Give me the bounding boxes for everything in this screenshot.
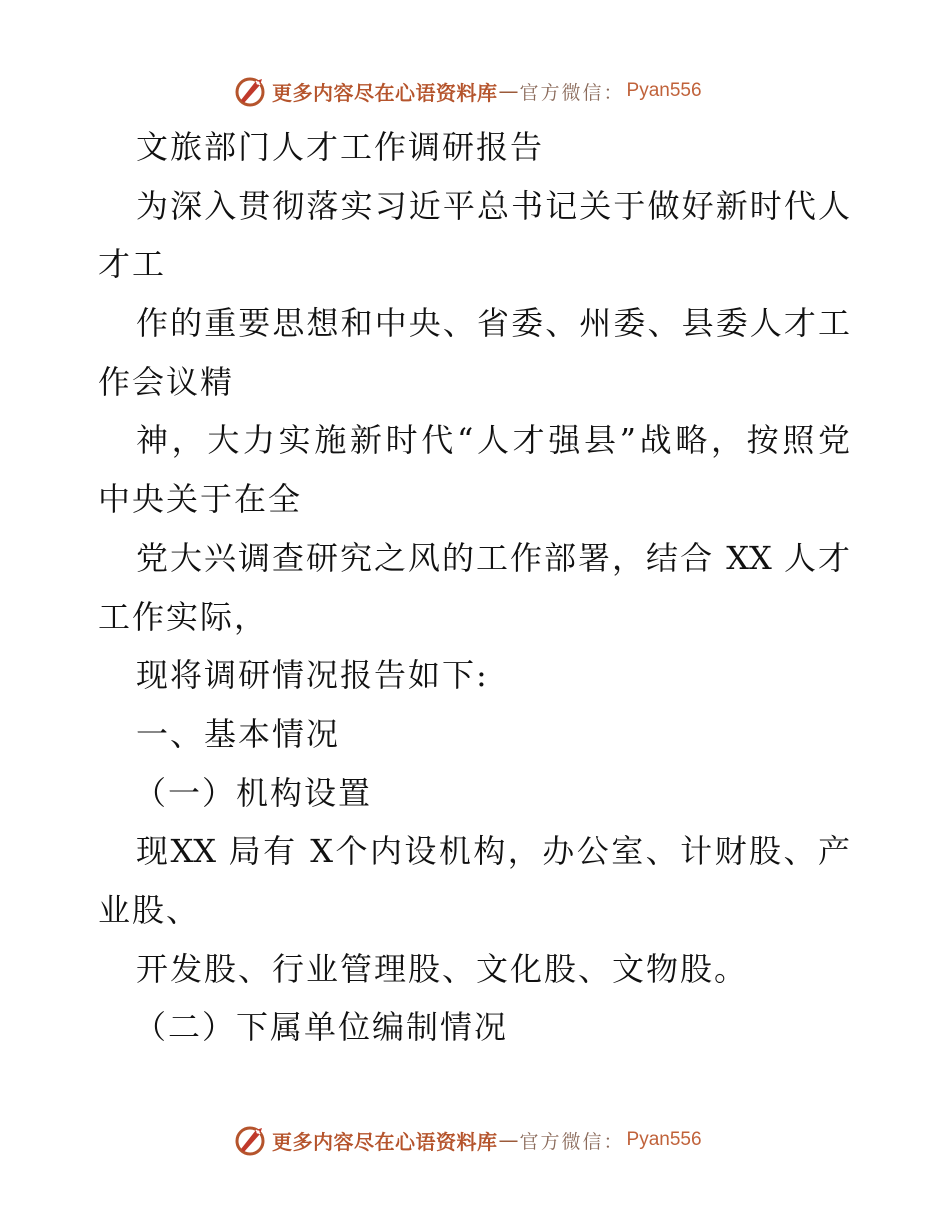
footer-watermark [232,1120,702,1160]
watermark-dash: — [498,79,519,103]
header-watermark [232,71,702,111]
subsection-heading: （一）机构设置 [134,773,373,812]
watermark-main-text: 更多内容尽在心语资料库 [272,1129,498,1154]
paragraph-line: 神，大力实施新时代“人才强县”战略，按照党 [136,421,850,460]
pen-nib-logo-icon [232,73,268,109]
paragraph-line: 党大兴调查研究之风的工作部署，结合 XX 人才 [136,538,850,577]
paragraph-line: 为深入贯彻落实习近平总书记关于做好新时代人 [136,186,850,225]
paragraph-line: 现XX 局有 X个内设机构，办公室、计财股、产 [136,832,850,871]
subsection-heading: （二）下属单位编制情况 [134,1008,509,1047]
watermark-sub-text: 官方微信： [519,81,625,104]
watermark-sub-text: 官方微信： [519,1130,625,1153]
watermark-main-text: 更多内容尽在心语资料库 [272,80,498,105]
watermark-wechat-id: Pyan556 [626,80,702,101]
paragraph-line: 业股、 [98,890,201,929]
paragraph-line: 开发股、行业管理股、文化股、文物股。 [136,949,749,988]
paragraph-line: 作会议精 [98,362,235,401]
document-body [98,122,850,1061]
pen-nib-logo-icon [232,1122,268,1158]
paragraph-line: 工作实际， [98,597,269,636]
section-heading: 一、基本情况 [136,714,341,753]
paragraph-line: 才工 [98,245,167,284]
document-title: 文旅部门人才工作调研报告 [136,128,545,166]
paragraph-line: 作的重要思想和中央、省委、州委、县委人才工 [136,304,850,343]
paragraph-line: 现将调研情况报告如下: [136,656,489,695]
watermark-dash: — [498,1128,519,1152]
watermark-wechat-id: Pyan556 [626,1129,702,1150]
paragraph-line: 中央关于在全 [98,480,303,519]
